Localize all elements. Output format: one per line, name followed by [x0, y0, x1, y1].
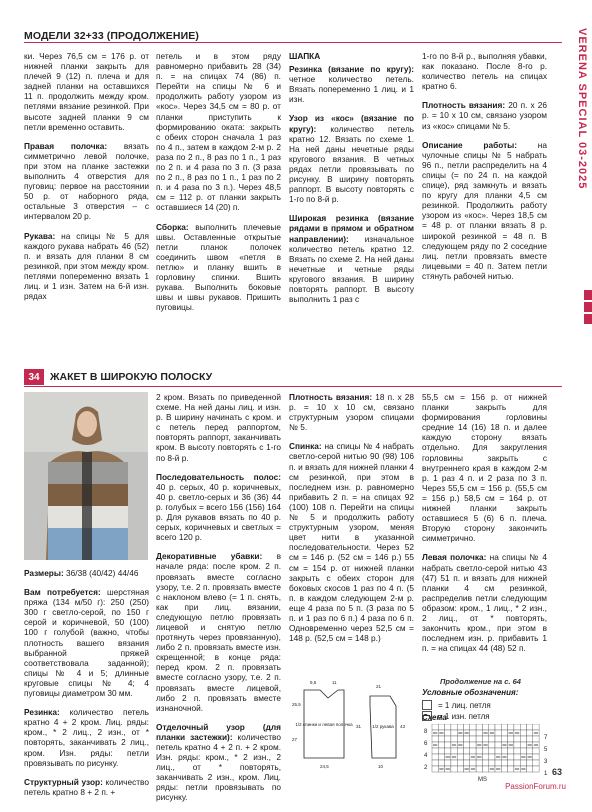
legend-item: = 1 лиц. петля: [422, 700, 518, 710]
sleeve-dim-bottom: 10: [378, 764, 384, 769]
scheme-cell: [457, 748, 463, 754]
scheme-cell: [527, 760, 533, 766]
scheme-cell: [476, 724, 482, 730]
dim-side: 25,5: [292, 702, 301, 707]
scheme-cell: [489, 724, 495, 730]
paragraph-heading: Отделочный узор (для планки застежки):: [156, 721, 281, 742]
scheme-cell: [445, 724, 451, 730]
page-title: МОДЕЛИ 32+33 (ПРОДОЛЖЕНИЕ): [24, 30, 199, 42]
scheme-cell: [508, 736, 514, 742]
sleeve-dim-inner: 31: [356, 724, 362, 729]
right-sidebar: [570, 0, 592, 800]
scheme-cell: [501, 766, 507, 772]
paragraph: четное количество петель. Вязать попеременно 1 лиц. и 1 изн.: [289, 74, 414, 105]
paragraph: 20 п. x 26 р. = 10 x 10 см, связано узором из «кос» спицами № 5.: [422, 100, 548, 131]
scheme-title: Схема: [422, 713, 447, 722]
paragraph-heading: Плотность вязания:: [422, 100, 506, 111]
scheme-cell: [451, 766, 457, 772]
scheme-cell: [501, 760, 507, 766]
back-label: 1/2 спинки и левая полочка: [295, 722, 353, 727]
scheme-cell: [527, 748, 533, 754]
section-title: ЖАКЕТ В ШИРОКУЮ ПОЛОСКУ: [50, 371, 213, 383]
scheme-cell: [432, 724, 438, 730]
scheme-cell: [476, 736, 482, 742]
scheme-cell: [445, 730, 451, 736]
paragraph-heading: Спинка:: [289, 441, 322, 452]
scheme-cell: [514, 754, 520, 760]
scheme-cell: [514, 760, 520, 766]
scheme-cell: [501, 730, 507, 736]
scheme-cell: [489, 754, 495, 760]
paragraph: 36/38 (40/42) 44/46: [63, 568, 139, 578]
paragraph: 40 р. серых, 40 р. коричневых, 40 р. светло-серых и 36 (36) 44 р. голубых = всего 156 (156) 164 р. Для рукавов вязать по 40 р. серых, коричневых и светлых = всего 120 р.: [156, 481, 281, 543]
scheme-cell: [438, 736, 444, 742]
paragraph-heading: Описание работы:: [422, 139, 517, 150]
paragraph-heading: Правая полочка:: [24, 140, 108, 151]
scheme-cell: [482, 754, 488, 760]
paragraph: количество петель кратно 4 + 2 кром. Лиц. ряды: кром., * 2 лиц., 2 изн., от * повторять, заканчивать 2 лиц., кром. Изн. ряды: петли провязывать по рисунку.: [24, 707, 149, 768]
scheme-cell: [527, 766, 533, 772]
paragraph: петель и в этом ряду равномерно прибавить 28 (34) п. = на спицах 74 (86) п. Перейти на спицы № 6 и продолжить работу узором из «кос». Через 34,5 см = 80 р. от планки приступить к формированию оката: закрыть с обеих сторон сначала 1 раз по 4 п., затем в каждом 2-м р. 2 раза по 2 п., 8 раз по 1 п., 1 раз по 2 п. и 4 раза по 3 п. (3 раза по 2 п., 8 раз по 1 п., 1 раз по 2 п. и 4 раза по 3 п.). Через 48,5 см = 112 р. от планки закрыть оставшиеся 14 (20) п.: [156, 51, 281, 213]
scheme-cell: [520, 736, 526, 742]
scheme-cell: [457, 724, 463, 730]
scheme-cell: [482, 760, 488, 766]
scheme-cell: [451, 760, 457, 766]
sleeve-dim-top: 21: [376, 684, 382, 689]
scheme-cell: [533, 766, 539, 772]
paragraph-heading: Последовательность полос:: [156, 471, 281, 482]
scheme-cell: [464, 760, 470, 766]
scheme-cell: [495, 742, 501, 748]
scheme-cell: [438, 724, 444, 730]
magazine-name: VERENA SPECIAL 03-2025: [576, 28, 588, 190]
scheme-cell: [533, 754, 539, 760]
dim-top: 9,5: [310, 680, 317, 685]
scheme-cell: [470, 760, 476, 766]
paragraph: шерстяная пряжа (134 м/50 г): 250 (250) 300 г светло-серой, по 150 г серой и коричневой, 50 (100) 100 г голубой (важно, чтобы плотность вашего вязания выбранной пряжей соответствовала заданной); спицы № 4 и 5; длинные круговые спицы № 4; 4 пуговицы диаметром 30 мм.: [24, 587, 149, 699]
scheme-cell: [470, 742, 476, 748]
header-divider: [24, 42, 562, 43]
scheme-cell: [527, 736, 533, 742]
scheme-cell: [432, 766, 438, 772]
ms-label: MS: [478, 777, 487, 782]
scheme-cell: [451, 730, 457, 736]
paragraph-heading: Декоративные убавки:: [156, 551, 263, 562]
scheme-cell: [533, 736, 539, 742]
scheme-cell: [438, 748, 444, 754]
scheme-cell: [501, 748, 507, 754]
section-divider: [24, 386, 562, 387]
scheme-cell: [457, 736, 463, 742]
section-column-1: [24, 568, 149, 806]
paragraph: количество петель кратно 12. Вязать по схеме 1. На ней даны нечетные ряды кругового вязания. В четных рядах петли провязывать по рисунку. В ширину повторять раппорт. В высоту повторять с 1-го по 8-й р.: [289, 123, 414, 205]
top-column-3: [289, 51, 414, 313]
section-header: [24, 369, 564, 385]
paragraph: изначальное количество петель кратно 12. Вязать по схеме 2. На ней даны нечетные и четные ряды кругового вязания. В ширину повторять раппорт. В высоту выполнить 1 раз с: [289, 233, 414, 305]
paragraph: 18 п. x 28 р. = 10 x 10 см, связано структурным узором спицами № 5.: [289, 392, 415, 433]
scheme-cell: [533, 760, 539, 766]
scheme-cell: [508, 766, 514, 772]
scheme-cell: [495, 748, 501, 754]
scheme-cell: [527, 730, 533, 736]
paragraph: 2 кром. Вязать по приведенной схеме. На ней даны лиц. и изн. р. В ширину начинать с кром. и с петель перед раппортом, повторять раппорт, заканчивать кром. В высоту повторять с 1-го по 8-й р.: [156, 392, 281, 463]
scheme-cell: [514, 742, 520, 748]
site-watermark: PassionForum.ru: [505, 782, 566, 791]
scheme-cell: [457, 766, 463, 772]
scheme-cell: [489, 760, 495, 766]
scheme-cell: [508, 724, 514, 730]
scheme-cell: [451, 736, 457, 742]
row-number: 4: [424, 753, 428, 759]
scheme-cell: [476, 730, 482, 736]
row-number: 3: [544, 759, 548, 765]
scheme-cell: [501, 736, 507, 742]
scheme-cell: [470, 730, 476, 736]
scheme-cell: [489, 736, 495, 742]
paragraph-heading: Структурный узор:: [24, 776, 103, 787]
scheme-cell: [464, 724, 470, 730]
scheme-cell: [495, 736, 501, 742]
scheme-cell: [495, 760, 501, 766]
scheme-cell: [432, 748, 438, 754]
scheme-cell: [495, 730, 501, 736]
top-column-1: [24, 51, 149, 310]
top-column-4: [422, 51, 547, 290]
pattern-diagram: [290, 676, 415, 780]
paragraph: на спицы № 4 набрать светло-серой нитью 90 (98) 106 п. и вязать для нижней планки 4 см резинкой, при этом в последнем изн. р. равномерно прибавить 2 п. = на спицах 92 (100) 108 п. Перейти на спицы № 5 и продолжить работу структурным узором, меняя цвет нити в указанной последовательности. Через 52 см = 146 р. (52 см = 146 р.) 55 см = 154 р. от нижней планки закрыть с обеих сторон для боковых скосов 1 раз по 4 п. (5 п. в каждом следующем 2-м р. еще 4 раза по 5 п. (3 раза по 5 п. и 1 раз по 6 п.) 4 раза по 6 п. Одновременно через 52,5 см = 148 р. (52,5 см = 148 р.): [289, 441, 414, 644]
scheme-cell: [438, 760, 444, 766]
scheme-cell: [451, 724, 457, 730]
row-number: 8: [424, 729, 428, 735]
scheme-cell: [432, 760, 438, 766]
dim-bottom: 24,5: [320, 764, 329, 769]
scheme-cell: [482, 766, 488, 772]
legend-title: Условные обозначения:: [422, 688, 519, 697]
scheme-cell: [445, 736, 451, 742]
paragraph: вязать симметрично левой полочке, при этом на планке застежки выполнить 4 отверстия для пуговиц: первое на расстоянии 50 р. от наборного ряда, остальные 3 отверстия – с интервалом 20 р.: [24, 140, 149, 222]
paragraph-heading: Плотность вязания:: [289, 392, 373, 402]
paragraph-heading: Узор из «кос» (вязание по кругу):: [289, 113, 414, 134]
paragraph: на спицы № 5 для каждого рукава набрать 46 (52) п. и вязать для планки 8 см резинкой, при этом между кром. петлями попеременно вязать 1 лиц. и 1 изн. Затем на 6-й изн. рядах: [24, 230, 149, 302]
scheme-cell: [533, 724, 539, 730]
scheme-cell: [482, 736, 488, 742]
page-number: 63: [551, 767, 562, 777]
scheme-cell: [520, 730, 526, 736]
scheme-cell: [533, 748, 539, 754]
scheme-cell: [432, 736, 438, 742]
sleeve-label: 1/2 рукава: [372, 724, 394, 729]
scheme-cell: [438, 754, 444, 760]
paragraph: выполнить плечевые швы. Оставленные открытые петли планок полочек соединить швом «петля в петлю» и планку вшить в горловину спинки. Вшить рукава. Выполнить боковые швы и швы рукавов. Пришить пуговицы.: [156, 221, 281, 313]
section-number: 34: [24, 369, 44, 385]
scheme-cell: [501, 724, 507, 730]
paragraph-heading: Вам потребуется:: [24, 587, 101, 598]
top-column-2: [156, 51, 281, 321]
scheme-cell: [470, 736, 476, 742]
scheme-cell: [445, 748, 451, 754]
section-heading-hat: ШАПКА: [289, 51, 321, 61]
sleeve-dim-side: 43: [400, 724, 406, 729]
scheme-cell: [514, 748, 520, 754]
scheme-cell: [514, 724, 520, 730]
row-number: 5: [544, 747, 548, 753]
legend-item: = 1 изн. петля: [422, 711, 518, 721]
row-number: 6: [424, 741, 428, 747]
knit-stitch-icon: [422, 700, 432, 710]
scheme-cell: [508, 754, 514, 760]
scheme-cell: [464, 736, 470, 742]
section-column-2: [156, 392, 281, 812]
paragraph-heading: Размеры:: [24, 568, 64, 578]
scheme-cell: [520, 748, 526, 754]
stitch-scheme: [422, 724, 552, 782]
scheme-cell: [489, 748, 495, 754]
scheme-cell: [476, 748, 482, 754]
section-column-4: [422, 392, 547, 662]
scheme-cell: [508, 748, 514, 754]
model-photo: [24, 392, 148, 560]
section-column-3: [289, 392, 414, 652]
scheme-cell: [520, 760, 526, 766]
paragraph: в начале ряда: после кром. 2 п. провязать вместе согласно узору, т.е. 2 п. провязать вместе с наклоном влево (= 1 п. снять, как при лиц. вязании, следующую петлю провязать лицевой и снятую петлю протянуть через провязанную), либо 2 п. провязать вместе изн. скрещенной; в конце ряда: перед кром. 2 п. провязать вместе согласно узору, т.е. 2 п. провязать вместе лицевой, либо 2 п. провязать вместе изнаночной.: [156, 551, 282, 713]
dim-side: 27: [292, 737, 298, 742]
paragraph-heading: Резинка (вязание по кругу):: [289, 64, 414, 75]
photo-illustration: [24, 392, 148, 560]
row-number: 1: [544, 771, 548, 777]
paragraph-heading: Сборка:: [156, 221, 189, 232]
scheme-cell: [514, 736, 520, 742]
continued-note: Продолжение на с. 64: [440, 677, 521, 686]
paragraph-heading: Рукава:: [24, 230, 56, 241]
scheme-cell: [520, 724, 526, 730]
scheme-cell: [451, 748, 457, 754]
scheme-cell: [470, 748, 476, 754]
paragraph: на спицы № 4 набрать светло-серой нитью 43 (47) 51 п. и вязать для нижней планки 4 см резинкой, распределив петли следующим образом: кром., 1 лиц., * 2 изн., 2 лиц., от * повторять, закончить кром., при этом в последнем изн. р. прибавить 1 п. = на спицах 44 (48) 52 п.: [422, 552, 547, 654]
scheme-cell: [457, 754, 463, 760]
scheme-cell: [527, 724, 533, 730]
scheme-cell: [470, 724, 476, 730]
row-number: 7: [544, 735, 548, 741]
scheme-cell: [438, 742, 444, 748]
row-number: 2: [424, 765, 428, 771]
paragraph-heading: Широкая резинка (вязание рядами в прямом и обратном направлении):: [289, 213, 414, 244]
dim-top: 11: [332, 680, 337, 685]
sidebar-tabs: [584, 290, 592, 326]
scheme-cell: [489, 742, 495, 748]
paragraph: количество петель кратно 4 + 2 п. + 2 кром. Изн. ряды: кром., * 2 изн., 2 лиц., от * повторять, заканчивать 2 изн., кром. Лиц. ряды: петли провязывать по рисунку.: [156, 731, 281, 803]
scheme-cell: [482, 724, 488, 730]
scheme-cell: [482, 748, 488, 754]
scheme-cell: [464, 748, 470, 754]
scheme-cell: [495, 724, 501, 730]
paragraph: количество петель кратно 8 + 2 п. +: [24, 776, 149, 797]
scheme-cell: [445, 760, 451, 766]
scheme-cell: [508, 760, 514, 766]
scheme-cell: [464, 754, 470, 760]
scheme-cell: [520, 742, 526, 748]
paragraph: 1-го по 8-й р., выполняя убавки, как показано. После 8-го р. количество петель на спицах кратно 6.: [422, 51, 547, 92]
paragraph: ки. Через 76,5 см = 176 р. от нижней планки закрыть для плечей 9 (12) п. плеча и для задней планки на оставшихся 11 п. продолжить между кром. петлями вязание резинкой. При высоте задней планки 9 см петли временно оставить.: [24, 51, 149, 132]
paragraph: на чулочные спицы № 5 набрать 96 п., петли распределить на 4 спицы (= по 24 п. на каждой спице), ряд замкнуть и вязать по кругу для планки 4,5 см резинкой. Продолжить работу узором из «кос». Через 18,5 см = 48 р. от планки вязать 8 р. широкой резинкой = 48 п. В следующем ряду по 2 соседние лиц. петли провязать вместе лицевыми = 40 п. Затем петли стянуть рабочей нитью.: [422, 139, 547, 281]
scheme-cell: [464, 742, 470, 748]
paragraph-heading: Левая полочка:: [422, 552, 487, 563]
scheme-cell: [445, 742, 451, 748]
paragraph-heading: Резинка:: [24, 707, 60, 718]
scheme-cell: [457, 760, 463, 766]
paragraph: 55,5 см = 156 р. от нижней планки закрыть для формирования горловины средние 14 (16) 18 п. и далее каждую сторону вязать отдельно. Для закругления горловины закрыть с внутреннего края в каждом 2-м р. 1 раз 4 п. и 2 раза по 3 п. Через 55,5 см = 156 р. (55,5 см = 156 р.) 58,5 см = 164 р. от нижней планки закрыть оставшиеся 5 (6) 6 п. плеча. Вторую сторону закончить симметрично.: [422, 392, 547, 544]
scheme-cell: [476, 766, 482, 772]
scheme-cell: [476, 760, 482, 766]
scheme-cell: [432, 754, 438, 760]
